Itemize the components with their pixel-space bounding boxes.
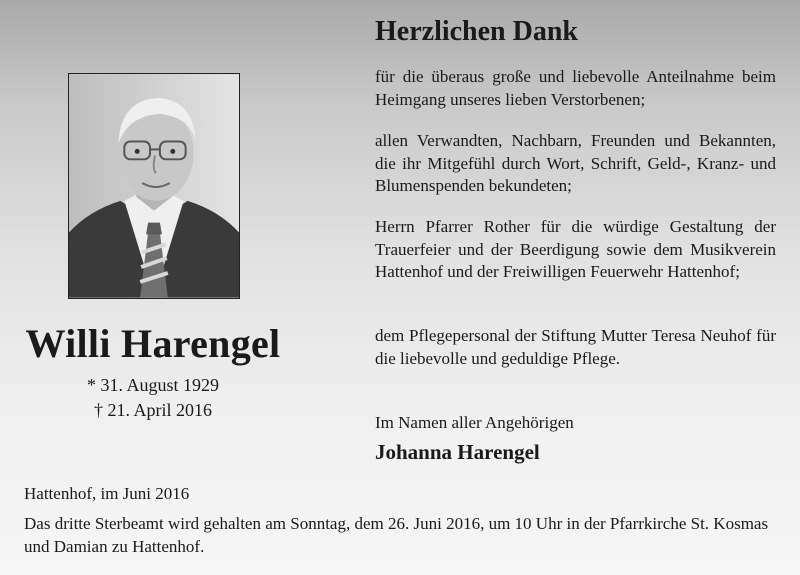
deceased-name: Willi Harengel <box>25 321 281 366</box>
signoff-line: Im Namen aller Angehörigen <box>375 413 574 432</box>
notice-heading: Herzlichen Dank <box>375 16 578 47</box>
death-date: † 21. April 2016 <box>93 400 212 420</box>
place-date: Hattenhof, im Juni 2016 <box>24 484 190 503</box>
thanks-paragraph: Herrn Pfarrer Rother für die würdige Gestaltung der Trauerfeier und der Beerdigung sowie dem Musikverein Hattenhof und der Freiwilligen Feuerwehr Hattenhof; <box>375 217 776 281</box>
birth-date: * 31. August 1929 <box>86 375 219 395</box>
thanks-paragraph: für die überaus große und liebevolle Anteilnahme beim Heimgang unseres lieben Verstorbenen; <box>375 67 776 109</box>
mass-notice: Das dritte Sterbeamt wird gehalten am Sonntag, dem 26. Juni 2016, um 10 Uhr in der Pfarrkirche St. Kosmas und Damian zu Hattenhof. <box>24 514 769 556</box>
thanks-paragraph: allen Verwandten, Nachbarn, Freunden und Bekannten, die ihr Mitgefühl durch Wort, Schrift, Geld-, Kranz- und Blumenspenden bekundeten; <box>375 131 776 195</box>
signer-name: Johanna Harengel <box>375 440 540 464</box>
portrait-photo <box>68 73 240 299</box>
thanks-paragraph: dem Pflegepersonal der Stiftung Mutter Teresa Neuhof für die liebevolle und geduldige Pflege. <box>375 326 776 368</box>
